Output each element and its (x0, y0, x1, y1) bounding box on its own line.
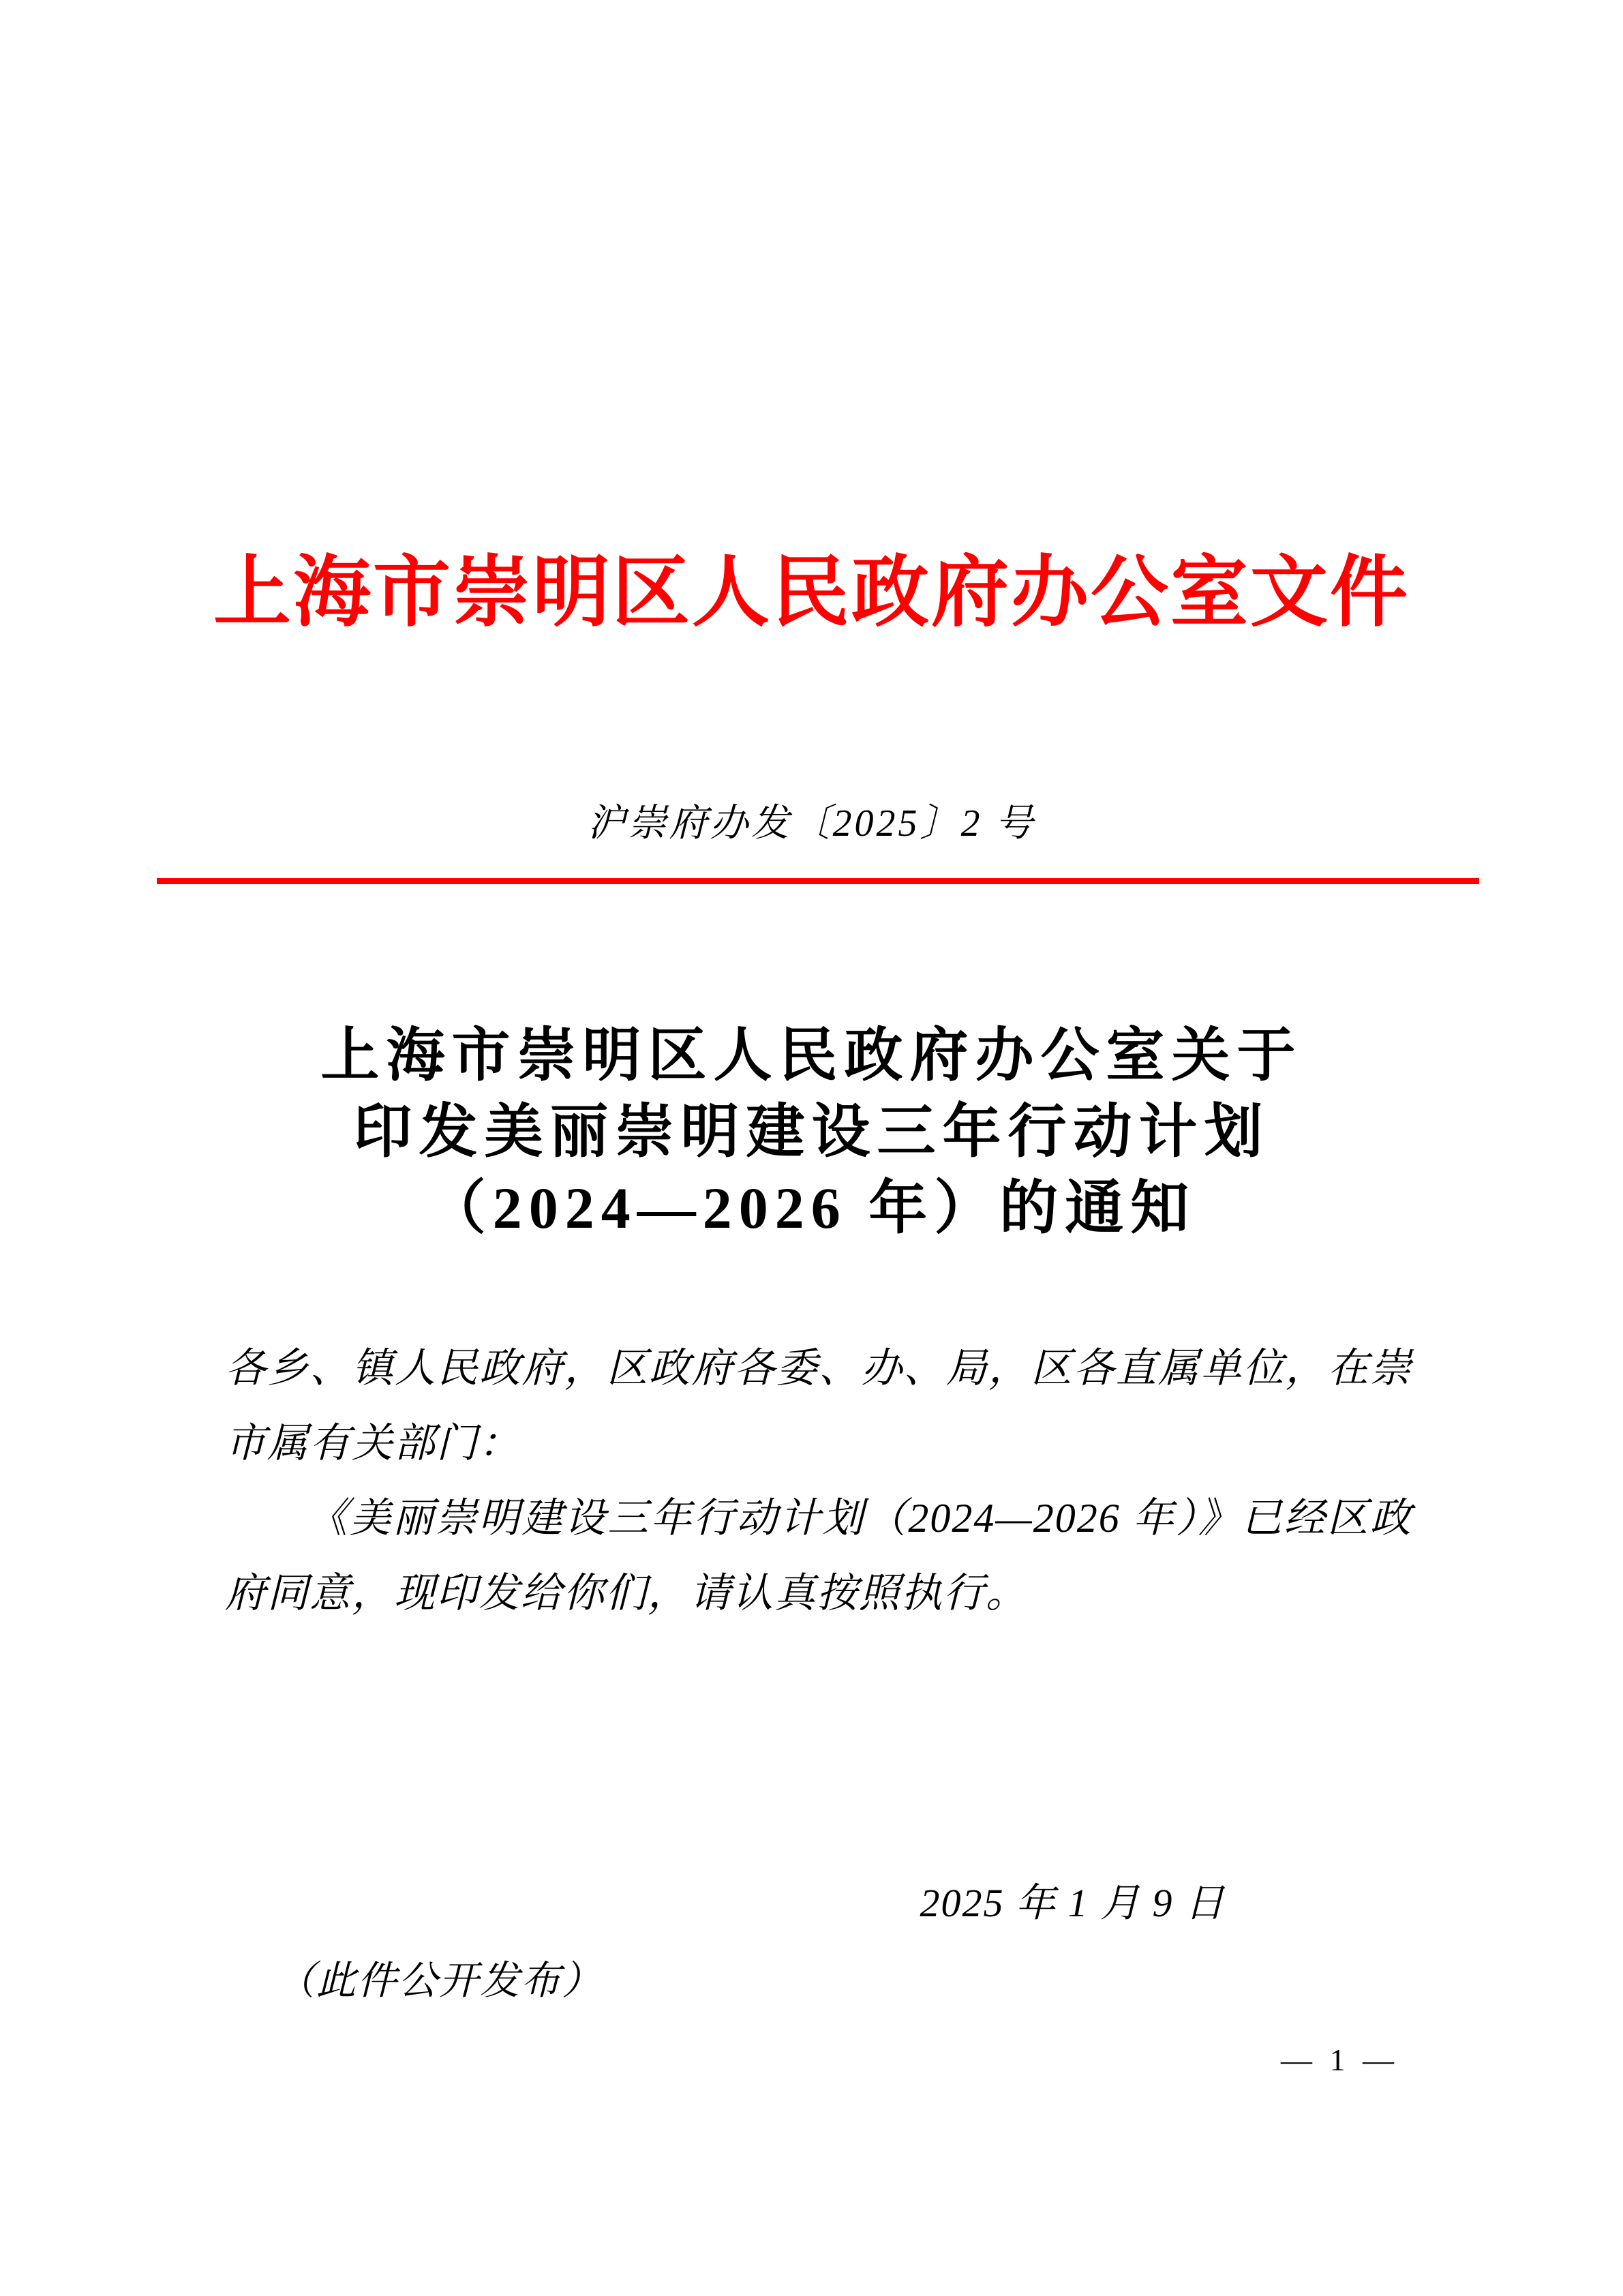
body-text (225, 1331, 1412, 1631)
notice-title-line-1: 上海市崇明区人民政府办公室关于 (320, 1023, 1303, 1088)
notice-title-line-2: 印发美丽崇明建设三年行动计划 (353, 1099, 1270, 1164)
red-separator-line (157, 878, 1479, 884)
public-release-note: （此件公开发布） (275, 1959, 603, 2003)
notice-title (0, 1017, 1623, 1246)
issue-date: 2025 年 1 月 9 日 (920, 1881, 1226, 1925)
salutation-paragraph: 各乡、镇人民政府，区政府各委、办、局，区各直属单位，在崇市属有关部门： (225, 1346, 1412, 1466)
page-number: — 1 — (1281, 2042, 1394, 2077)
body-paragraph: 《美丽崇明建设三年行动计划（2024—2026 年）》已经区政府同意，现印发给你们，请认真按照执行。 (225, 1496, 1412, 1616)
document-number: 沪崇府办发〔2025〕2 号 (587, 802, 1036, 845)
agency-header-title: 上海市崇明区人民政府办公室文件 (213, 549, 1410, 636)
notice-title-line-3: （2024—2026 年）的通知 (427, 1175, 1196, 1241)
